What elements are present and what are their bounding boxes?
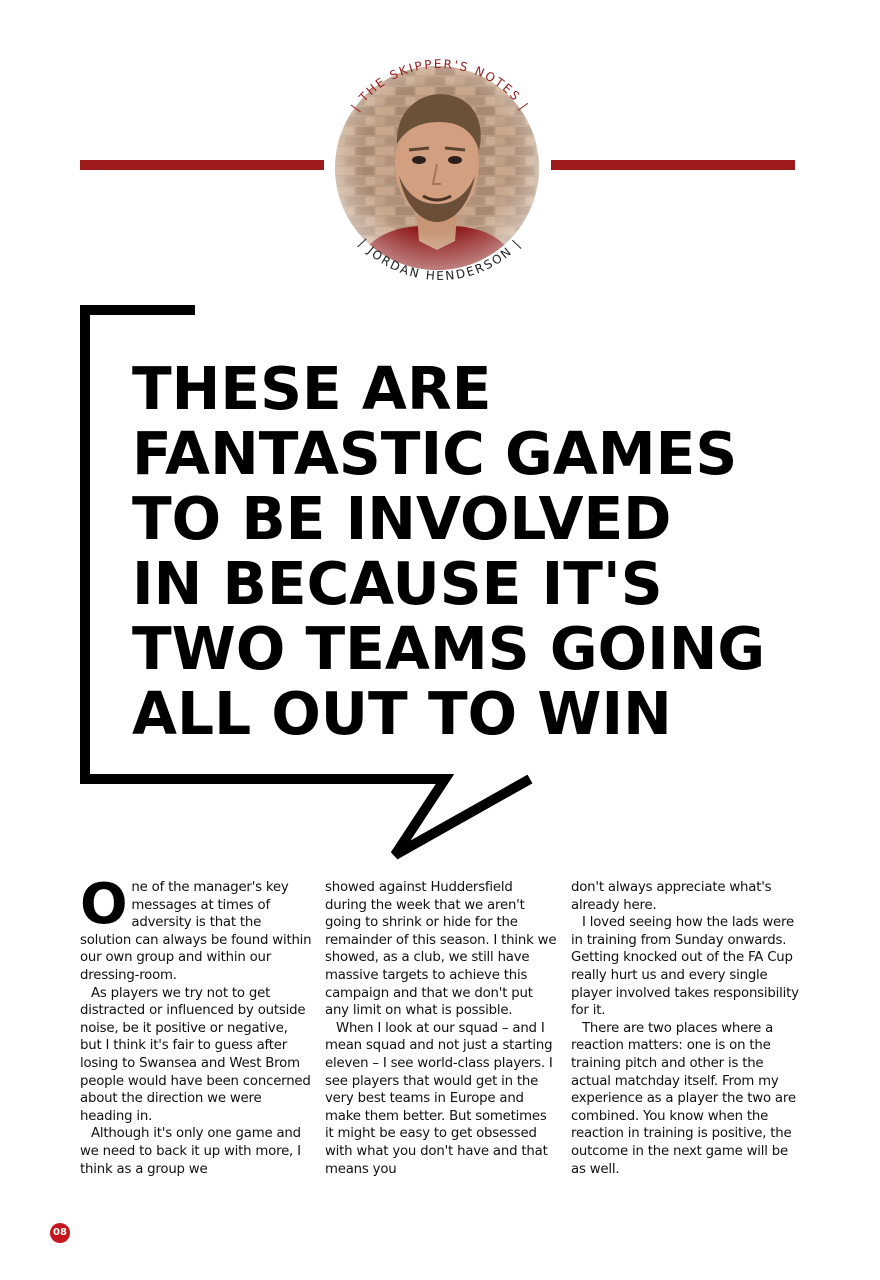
headline-line: THESE ARE (132, 354, 492, 423)
article-column-3 (571, 879, 803, 1178)
article-paragraph: As players we try not to get distracted or influenced by outside noise, be it positive or negative, but I think it's fair to guess after losing to Swansea and West Brom people would have been concerned about the direction we were heading in. (80, 985, 311, 1124)
headline-line: TWO TEAMS GOING (132, 614, 766, 683)
article-paragraph: When I look at our squad – and I mean squad and not just a starting eleven – I see world-class players. I see players that would get in the very best teams in Europe and make them better. But sometimes it might be easy to get obsessed with what you don't have and that means you (325, 1020, 553, 1177)
article-paragraph: ne of the manager's key messages at times of adversity is that the solution can always be found within our own group and within our dressing-room. (80, 880, 312, 983)
page-number-badge: 08 (50, 1223, 70, 1243)
section-label: | THE SKIPPER'S NOTES | (348, 56, 532, 114)
article-paragraph: I loved seeing how the lads were in training from Sunday onwards. Getting knocked out of the FA Cup really hurt us and every single player involved takes responsibility for it. (571, 915, 799, 1019)
article-paragraph: don't always appreciate what's already here. (571, 880, 772, 913)
article-paragraph: There are two places where a reaction matters: one is on the training pitch and other is the actual matchday itself. From my experience as a player the two are combined. You know when the reaction in training is positive, the outcome in the next game will be as well. (571, 1020, 796, 1177)
article-column-1 (80, 872, 312, 1178)
headline-line: IN BECAUSE IT'S (132, 549, 663, 618)
article-paragraph: showed against Huddersfield during the week that we aren't going to shrink or hide for the remainder of this season. I think we showed, as a club, we still have massive targets to achieve this campaign and that we don't put any limit on what is possible. (325, 880, 557, 1019)
article-column-2 (325, 879, 557, 1178)
headline-quote (132, 356, 832, 746)
header-rule-right (551, 160, 795, 170)
skipper-notes-arc-labels (300, 30, 580, 300)
headline-line: ALL OUT TO WIN (132, 679, 672, 748)
author-label: | JORDAN HENDERSON | (356, 236, 524, 284)
headline-line: TO BE INVOLVED (132, 484, 672, 553)
drop-cap: O (80, 872, 128, 937)
header-rule-left (80, 160, 324, 170)
article-paragraph: Although it's only one game and we need to back it up with more, I think as a group we (80, 1126, 301, 1177)
headline-line: FANTASTIC GAMES (132, 419, 738, 488)
